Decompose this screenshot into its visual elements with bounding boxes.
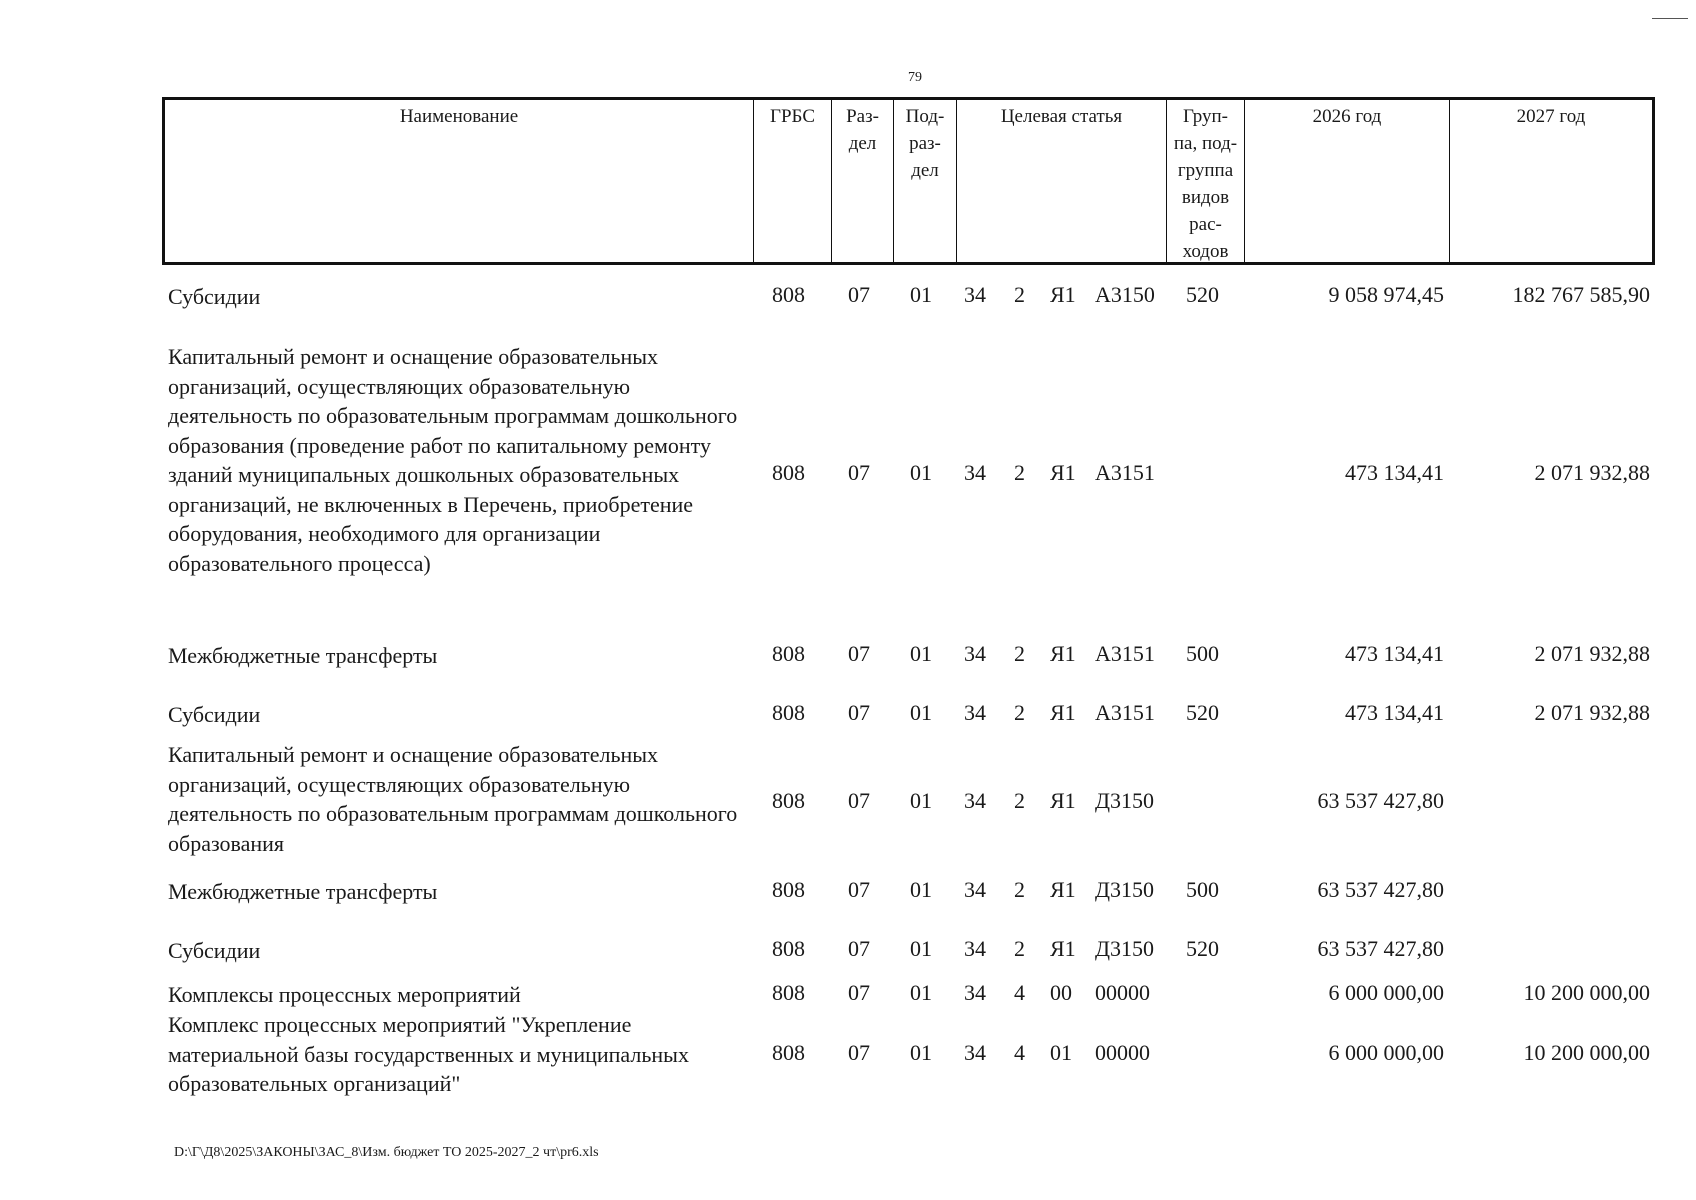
- row-podrazdel: 01: [910, 700, 932, 725]
- page-number: 79: [908, 70, 922, 85]
- row-grbs: 808: [772, 980, 805, 1005]
- row-expense-group: 520: [1186, 936, 1219, 961]
- row-amount-2026: 473 134,41: [1345, 641, 1444, 666]
- table-row: [0, 641, 1696, 671]
- row-target-program: 34: [964, 282, 986, 307]
- row-target-type: 2: [1014, 282, 1025, 307]
- row-expense-group: 520: [1186, 282, 1219, 307]
- row-expense-group: 520: [1186, 700, 1219, 725]
- row-target-type: 2: [1014, 877, 1025, 902]
- row-target-element: 01: [1050, 1040, 1072, 1065]
- row-amount-2026: 6 000 000,00: [1328, 980, 1444, 1005]
- row-target-code: А3151: [1095, 641, 1155, 666]
- row-amount-2027: 10 200 000,00: [1523, 1040, 1650, 1065]
- row-amount-2027: 10 200 000,00: [1523, 980, 1650, 1005]
- row-target-type: 2: [1014, 460, 1025, 485]
- row-amount-2027: 182 767 585,90: [1512, 282, 1650, 307]
- row-target-code: А3150: [1095, 282, 1155, 307]
- row-amount-2026: 63 537 427,80: [1317, 877, 1444, 902]
- header-target-article: Целевая статья: [957, 100, 1167, 262]
- table-row: [0, 1010, 1696, 1100]
- row-target-code: А3151: [1095, 460, 1155, 485]
- row-expense-group: 500: [1186, 877, 1219, 902]
- row-podrazdel: 01: [910, 282, 932, 307]
- row-target-program: 34: [964, 877, 986, 902]
- row-razdel: 07: [848, 700, 870, 725]
- table-row: [0, 740, 1696, 860]
- row-amount-2027: 2 071 932,88: [1534, 460, 1650, 485]
- header-podrazdel: Под- раз- дел: [894, 100, 957, 262]
- row-grbs: 808: [772, 460, 805, 485]
- row-grbs: 808: [772, 936, 805, 961]
- table-row: [0, 342, 1696, 612]
- header-razdel: Раз- дел: [832, 100, 894, 262]
- row-target-program: 34: [964, 700, 986, 725]
- row-grbs: 808: [772, 1040, 805, 1065]
- row-target-program: 34: [964, 788, 986, 813]
- row-podrazdel: 01: [910, 460, 932, 485]
- row-target-element: 00: [1050, 980, 1072, 1005]
- row-target-type: 4: [1014, 980, 1025, 1005]
- row-name: Комплекс процессных мероприятий "Укрепление материальной базы государственных и муниципальных образовательных организаций": [168, 1012, 689, 1096]
- row-razdel: 07: [848, 282, 870, 307]
- row-target-type: 2: [1014, 936, 1025, 961]
- table-row: [0, 700, 1696, 730]
- header-name: Наименование: [165, 100, 754, 262]
- table-row: [0, 282, 1696, 312]
- header-expense-group: Груп- па, под- группа видов рас- ходов: [1167, 100, 1245, 262]
- row-amount-2026: 473 134,41: [1345, 700, 1444, 725]
- row-grbs: 808: [772, 282, 805, 307]
- row-target-type: 2: [1014, 788, 1025, 813]
- row-name: Комплексы процессных мероприятий: [168, 982, 521, 1007]
- row-name: Межбюджетные трансферты: [168, 643, 438, 668]
- row-podrazdel: 01: [910, 936, 932, 961]
- table-row: [0, 877, 1696, 907]
- row-podrazdel: 01: [910, 1040, 932, 1065]
- row-podrazdel: 01: [910, 877, 932, 902]
- row-grbs: 808: [772, 641, 805, 666]
- header-grbs: ГРБС: [754, 100, 832, 262]
- row-target-type: 2: [1014, 641, 1025, 666]
- row-target-element: Я1: [1050, 282, 1076, 307]
- row-name: Межбюджетные трансферты: [168, 879, 438, 904]
- table-row: [0, 980, 1696, 1010]
- row-target-type: 2: [1014, 700, 1025, 725]
- header-year-2027: 2027 год: [1516, 106, 1586, 127]
- table-row: [0, 936, 1696, 966]
- row-target-element: Я1: [1050, 936, 1076, 961]
- corner-mark: [1652, 18, 1688, 19]
- row-razdel: 07: [848, 1040, 870, 1065]
- header-year-2026: 2026 год: [1245, 100, 1450, 262]
- row-name: Капитальный ремонт и оснащение образовательных организаций, осуществляющих образовательную деятельность по образовательным программам дошкольного образования: [168, 742, 738, 856]
- row-target-element: Я1: [1050, 700, 1076, 725]
- row-podrazdel: 01: [910, 980, 932, 1005]
- row-amount-2026: 473 134,41: [1345, 460, 1444, 485]
- row-podrazdel: 01: [910, 641, 932, 666]
- row-target-program: 34: [964, 936, 986, 961]
- row-grbs: 808: [772, 700, 805, 725]
- row-target-code: Д3150: [1095, 936, 1155, 961]
- row-amount-2026: 63 537 427,80: [1317, 788, 1444, 813]
- row-amount-2026: 63 537 427,80: [1317, 936, 1444, 961]
- row-target-program: 34: [964, 980, 986, 1005]
- row-razdel: 07: [848, 980, 870, 1005]
- row-target-program: 34: [964, 460, 986, 485]
- row-amount-2026: 9 058 974,45: [1328, 282, 1444, 307]
- row-amount-2027: 2 071 932,88: [1534, 700, 1650, 725]
- row-target-code: Д3150: [1095, 788, 1155, 813]
- row-name: Субсидии: [168, 284, 261, 309]
- row-target-program: 34: [964, 1040, 986, 1065]
- row-target-element: Я1: [1050, 877, 1076, 902]
- row-razdel: 07: [848, 641, 870, 666]
- row-target-code: А3151: [1095, 700, 1155, 725]
- row-amount-2026: 6 000 000,00: [1328, 1040, 1444, 1065]
- row-target-type: 4: [1014, 1040, 1025, 1065]
- row-name: Субсидии: [168, 702, 261, 727]
- row-grbs: 808: [772, 877, 805, 902]
- row-amount-2027: 2 071 932,88: [1534, 641, 1650, 666]
- row-razdel: 07: [848, 936, 870, 961]
- row-podrazdel: 01: [910, 788, 932, 813]
- row-target-element: Я1: [1050, 788, 1076, 813]
- row-target-code: Д3150: [1095, 877, 1155, 902]
- file-path-footer: D:\Г\Д8\2025\ЗАКОНЫ\ЗАС_8\Изм. бюджет ТО 2025-2027_2 чт\pr6.xls: [174, 1145, 599, 1160]
- row-target-element: Я1: [1050, 641, 1076, 666]
- row-name: Капитальный ремонт и оснащение образовательных организаций, осуществляющих образовательную деятельность по образовательным программам дошкольного образования (проведение работ по капитальному ремонту зданий муниципальных дошкольных образовательных организаций, не включенных в Перечень, приобретение оборудования, необходимого для организации образовательного процесса): [168, 344, 738, 576]
- row-expense-group: 500: [1186, 641, 1219, 666]
- row-razdel: 07: [848, 788, 870, 813]
- row-target-element: Я1: [1050, 460, 1076, 485]
- row-grbs: 808: [772, 788, 805, 813]
- row-target-code: 00000: [1095, 1040, 1150, 1065]
- row-target-program: 34: [964, 641, 986, 666]
- row-razdel: 07: [848, 460, 870, 485]
- row-target-code: 00000: [1095, 980, 1150, 1005]
- row-razdel: 07: [848, 877, 870, 902]
- table-header: [162, 97, 1655, 265]
- row-name: Субсидии: [168, 938, 261, 963]
